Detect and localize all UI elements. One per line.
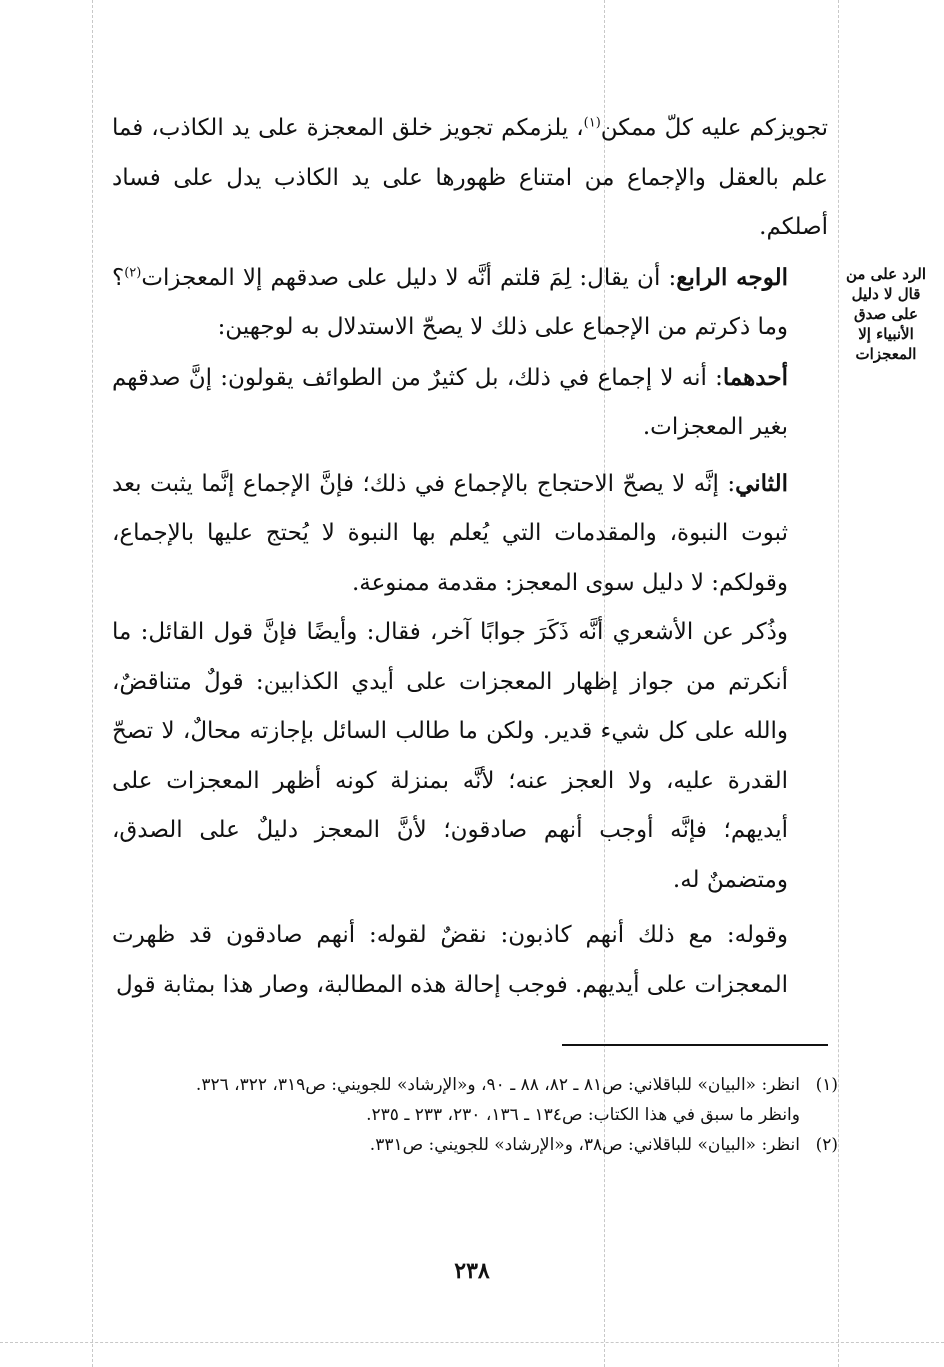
paragraph-6: وقوله: مع ذلك أنهم كاذبون: نقضٌ لقوله: أنهم صادقون قد ظهرت المعجزات على أيديهم. فوجب إحالة هذه المطالبة، وصار هذا بمثابة قول [112, 922, 788, 998]
paragraph-5: وذُكر عن الأشعري أنَّه ذَكَرَ جوابًا آخر، فقال: وأيضًا فإنَّ قول القائل: ما أنكرتم من جواز إظهار المعجزات على أيدي الكذابين: قولٌ متناقضٌ، والله على كل شيء قدير. ولكن ما طالب السائل بإجازته محالٌ، لا تصحّ القدرة عليه، ولا العجز عنه؛ لأنَّه بمنزلة كونه أظهر المعجزات على أيديهم؛ فإنَّه أوجب أنهم صادقون؛ لأنَّ المعجز دليلٌ على الصدق، ومتضمنٌ له. [112, 619, 788, 893]
footnotes [112, 1070, 838, 1160]
footnote-ref-1[interactable]: (١) [583, 115, 601, 131]
paragraph-3: أحدهما: أنه لا إجماع في ذلك، بل كثيرٌ من الطوائف يقولون: إنَّ صدقهم بغير المعجزات. [112, 363, 788, 440]
footnote-text: انظر: «البيان» للباقلاني: ص٨١ ـ ٨٢، ٨٨ ـ ٩٠، و«الإرشاد» للجويني: ص٣١٩، ٣٢٢، ٣٢٦. [195, 1075, 800, 1095]
footnote-number: (١) [815, 1075, 838, 1095]
paragraph-4: الثاني: إنَّه لا يصحّ الاحتجاج بالإجماع في ذلك؛ فإنَّ الإجماع إنَّما يثبت بعد ثبوت النبوة، والمقدمات التي يُعلم بها النبوة لا يُحتج عليها بالإجماع، وقولكم: لا دليل سوى المعجز: مقدمة ممنوعة. [112, 469, 788, 596]
paragraph-2: الوجه الرابع: أن يقال: لِمَ قلتم أنَّه لا دليل على صدقهم إلا المعجزات$^{(٢)}$؟ وما ذكرتم من الإجماع على ذلك لا يصحّ الاستدلال به لوجهين: [112, 263, 788, 340]
footnote-2 [112, 1130, 838, 1160]
paragraph-1: تجويزكم عليه كلّ ممكن$^{(١)}$، يلزمكم تجويز خلق المعجزة على يد الكاذب، فما علم بالعقل والإجماع من امتناع ظهورها على يد الكاذب يدل على فساد أصلكم. [112, 115, 828, 240]
main-text [112, 104, 828, 1010]
footnote-1 [112, 1070, 838, 1100]
section-heading: الوجه الرابع [676, 263, 788, 291]
point-label-second: الثاني [735, 469, 788, 497]
footnote-separator [562, 1044, 828, 1046]
footnote-number: (٢) [815, 1135, 838, 1155]
footnote-text: انظر: «البيان» للباقلاني: ص٣٨، و«الإرشاد» للجويني: ص٣٣١. [369, 1135, 800, 1155]
footnote-ref-2[interactable]: (٢) [124, 264, 142, 280]
point-label-first: أحدهما [722, 363, 788, 391]
page-number: ٢٣٨ [454, 1258, 490, 1284]
footnote-1-continuation: وانظر ما سبق في هذا الكتاب: ص١٣٤ ـ ١٣٦، ٢٣٠، ٢٣٣ ـ ٢٣٥. [366, 1105, 800, 1125]
margin-note: الرد على من قال لا دليل على صدق الأنبياء إلا المعجزات [845, 265, 926, 363]
